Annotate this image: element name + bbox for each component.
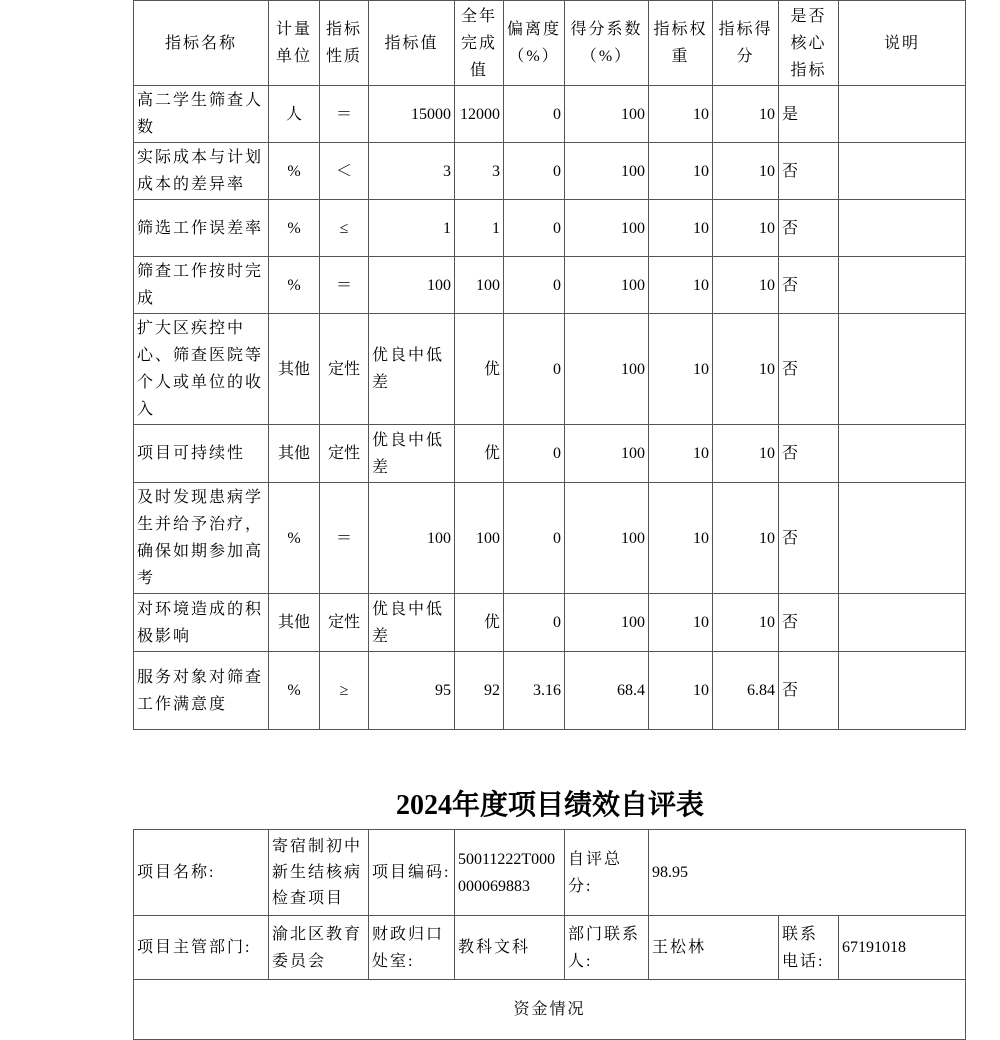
cell-score: 10: [713, 86, 779, 143]
cell-coef: 100: [565, 314, 649, 425]
cell-score: 10: [713, 200, 779, 257]
cell-target: 优良中低差: [369, 314, 455, 425]
cell-deviation: 0: [504, 594, 565, 652]
cell-name: 高二学生筛查人数: [134, 86, 269, 143]
cell-unit: %: [269, 143, 320, 200]
cell-unit: 其他: [269, 314, 320, 425]
header-nature: 指标性质: [320, 1, 369, 86]
phone: 67191018: [839, 916, 966, 980]
header-core: 是否核心指标: [779, 1, 839, 86]
table-row: [134, 483, 966, 594]
cell-unit: %: [269, 483, 320, 594]
cell-core: 否: [779, 143, 839, 200]
cell-target: 1: [369, 200, 455, 257]
header-coef: 得分系数（%）: [565, 1, 649, 86]
cell-core: 否: [779, 200, 839, 257]
cell-actual: 92: [455, 652, 504, 730]
cell-deviation: 0: [504, 314, 565, 425]
cell-name: 服务对象对筛查工作满意度: [134, 652, 269, 730]
cell-unit: 人: [269, 86, 320, 143]
cell-note: [839, 86, 966, 143]
cell-deviation: 0: [504, 200, 565, 257]
header-score: 指标得分: [713, 1, 779, 86]
cell-nature: ＝: [320, 257, 369, 314]
cell-actual: 优: [455, 425, 504, 483]
cell-weight: 10: [649, 652, 713, 730]
cell-name: 项目可持续性: [134, 425, 269, 483]
cell-target: 3: [369, 143, 455, 200]
cell-actual: 12000: [455, 86, 504, 143]
cell-target: 100: [369, 483, 455, 594]
cell-weight: 10: [649, 425, 713, 483]
table-row: [134, 314, 966, 425]
cell-actual: 1: [455, 200, 504, 257]
cell-note: [839, 200, 966, 257]
cell-coef: 100: [565, 143, 649, 200]
cell-nature: 定性: [320, 425, 369, 483]
indicator-table: [133, 0, 966, 730]
cell-score: 10: [713, 314, 779, 425]
info-row-funds: [134, 980, 966, 1040]
finance-label: 财政归口处室:: [369, 916, 455, 980]
table-row: [134, 86, 966, 143]
cell-note: [839, 652, 966, 730]
cell-target: 15000: [369, 86, 455, 143]
cell-core: 否: [779, 594, 839, 652]
cell-unit: %: [269, 257, 320, 314]
table-row: [134, 425, 966, 483]
contact-label: 部门联系人:: [565, 916, 649, 980]
cell-actual: 3: [455, 143, 504, 200]
cell-coef: 100: [565, 483, 649, 594]
cell-unit: 其他: [269, 425, 320, 483]
project-name-label: 项目名称:: [134, 830, 269, 916]
cell-weight: 10: [649, 483, 713, 594]
cell-weight: 10: [649, 594, 713, 652]
header-weight: 指标权重: [649, 1, 713, 86]
cell-deviation: 0: [504, 425, 565, 483]
table-row: [134, 594, 966, 652]
header-deviation: 偏离度（%）: [504, 1, 565, 86]
cell-note: [839, 594, 966, 652]
cell-note: [839, 314, 966, 425]
cell-name: 实际成本与计划成本的差异率: [134, 143, 269, 200]
table-row: [134, 652, 966, 730]
cell-note: [839, 425, 966, 483]
cell-core: 是: [779, 86, 839, 143]
cell-nature: ＜: [320, 143, 369, 200]
cell-unit: %: [269, 652, 320, 730]
cell-score: 10: [713, 257, 779, 314]
info-row-project: [134, 830, 966, 916]
cell-nature: 定性: [320, 314, 369, 425]
cell-name: 筛查工作按时完成: [134, 257, 269, 314]
cell-target: 优良中低差: [369, 425, 455, 483]
cell-target: 95: [369, 652, 455, 730]
cell-weight: 10: [649, 86, 713, 143]
header-actual: 全年完成值: [455, 1, 504, 86]
cell-nature: ≥: [320, 652, 369, 730]
cell-unit: %: [269, 200, 320, 257]
cell-actual: 优: [455, 594, 504, 652]
table-row: [134, 257, 966, 314]
phone-label: 联系电话:: [779, 916, 839, 980]
header-name: 指标名称: [134, 1, 269, 86]
cell-actual: 100: [455, 483, 504, 594]
dept-label: 项目主管部门:: [134, 916, 269, 980]
project-info-table: [133, 829, 966, 1040]
header-unit: 计量单位: [269, 1, 320, 86]
finance: 教科文科: [455, 916, 565, 980]
cell-nature: ＝: [320, 86, 369, 143]
cell-coef: 100: [565, 594, 649, 652]
cell-coef: 100: [565, 200, 649, 257]
page-title: 2024年度项目绩效自评表: [395, 790, 704, 821]
funds-heading: 资金情况: [134, 980, 966, 1040]
project-name: 寄宿制初中新生结核病检查项目: [269, 830, 369, 916]
cell-core: 否: [779, 425, 839, 483]
cell-deviation: 3.16: [504, 652, 565, 730]
score-label: 自评总分:: [565, 830, 649, 916]
cell-weight: 10: [649, 314, 713, 425]
cell-weight: 10: [649, 257, 713, 314]
cell-score: 6.84: [713, 652, 779, 730]
cell-deviation: 0: [504, 483, 565, 594]
cell-deviation: 0: [504, 257, 565, 314]
cell-actual: 优: [455, 314, 504, 425]
cell-name: 及时发现患病学生并给予治疗，确保如期参加高考: [134, 483, 269, 594]
cell-core: 否: [779, 652, 839, 730]
cell-nature: ＝: [320, 483, 369, 594]
cell-coef: 100: [565, 425, 649, 483]
cell-nature: ≤: [320, 200, 369, 257]
cell-core: 否: [779, 257, 839, 314]
cell-name: 筛选工作误差率: [134, 200, 269, 257]
cell-weight: 10: [649, 143, 713, 200]
cell-score: 10: [713, 483, 779, 594]
cell-deviation: 0: [504, 143, 565, 200]
cell-score: 10: [713, 425, 779, 483]
cell-core: 否: [779, 483, 839, 594]
cell-note: [839, 483, 966, 594]
cell-name: 对环境造成的积极影响: [134, 594, 269, 652]
cell-unit: 其他: [269, 594, 320, 652]
cell-score: 10: [713, 594, 779, 652]
info-row-dept: [134, 916, 966, 980]
cell-weight: 10: [649, 200, 713, 257]
project-code: 50011222T000000069883: [455, 830, 565, 916]
cell-actual: 100: [455, 257, 504, 314]
cell-target: 100: [369, 257, 455, 314]
cell-target: 优良中低差: [369, 594, 455, 652]
project-code-label: 项目编码:: [369, 830, 455, 916]
cell-coef: 100: [565, 257, 649, 314]
dept: 渝北区教育委员会: [269, 916, 369, 980]
cell-nature: 定性: [320, 594, 369, 652]
self-score: 98.95: [649, 830, 966, 916]
cell-note: [839, 143, 966, 200]
cell-name: 扩大区疾控中心、筛查医院等个人或单位的收入: [134, 314, 269, 425]
table-row: [134, 143, 966, 200]
header-target: 指标值: [369, 1, 455, 86]
cell-note: [839, 257, 966, 314]
header-row: [134, 1, 966, 86]
cell-core: 否: [779, 314, 839, 425]
cell-score: 10: [713, 143, 779, 200]
table-row: [134, 200, 966, 257]
cell-coef: 100: [565, 86, 649, 143]
contact: 王松林: [649, 916, 779, 980]
header-note: 说明: [839, 1, 966, 86]
cell-coef: 68.4: [565, 652, 649, 730]
cell-deviation: 0: [504, 86, 565, 143]
